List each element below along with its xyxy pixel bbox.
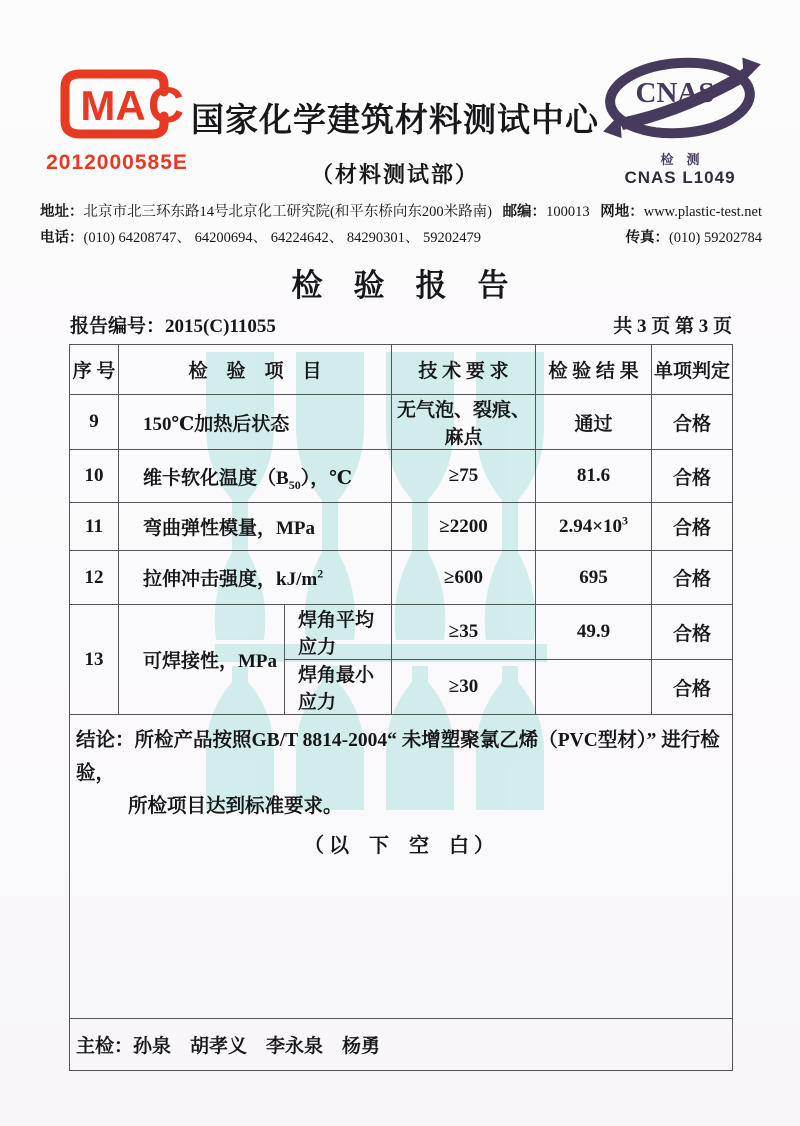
row11-verdict-cell: 合格 — [652, 503, 733, 551]
organization-subtitle: （材料测试部） — [310, 162, 479, 187]
phone — [40, 225, 481, 251]
fax-label: 传真： — [625, 230, 669, 246]
organization-header — [185, 94, 605, 189]
postcode-label: 邮编： — [502, 204, 547, 220]
conclusion-line2: 所检项目达到标准要求。 — [128, 796, 343, 817]
table-row — [70, 503, 733, 551]
header-item: 检 验 项 目 — [119, 345, 392, 395]
row11-item-cell: 弯曲弹性模量，MPa — [119, 503, 392, 551]
address-label: 地址： — [40, 204, 84, 220]
row12-verdict-cell: 合格 — [652, 551, 733, 605]
conclusion-line1-text: 所检产品按照GB/T 8814-2004“ 未增塑聚氯乙烯（PVC型材）” 进行检验， — [76, 730, 720, 784]
test-results-table — [69, 344, 733, 1071]
postcode — [503, 199, 590, 225]
row12-requirement-cell: ≥600 — [392, 551, 536, 605]
inspector-cell — [70, 1019, 733, 1071]
row9-verdict-cell: 合格 — [652, 395, 733, 450]
header-requirement: 技 术 要 求 — [392, 345, 536, 395]
inspector-row — [70, 1019, 733, 1071]
report-number — [70, 311, 276, 338]
cnas-name: CNAS — [635, 77, 715, 109]
postcode-value: 100013 — [546, 204, 590, 220]
row11-result-cell — [536, 503, 652, 551]
header-verdict: 单项判定 — [652, 345, 733, 395]
table-header-row — [70, 345, 733, 395]
cma-icon — [50, 64, 184, 144]
row13b-subitem-cell: 焊角最小应力 — [285, 660, 392, 715]
row11-requirement-cell: ≥2200 — [392, 503, 536, 551]
phone-label: 电话： — [40, 230, 84, 246]
row10-item-sub: 50 — [288, 477, 301, 492]
row12-result-cell: 695 — [536, 551, 652, 605]
row11-result-sup: 3 — [622, 513, 629, 528]
contact-info — [40, 199, 762, 251]
conclusion-label: 结论： — [76, 729, 135, 751]
cnas-mark-block — [594, 56, 766, 188]
report-meta — [70, 311, 732, 338]
row9-result-cell: 通过 — [536, 395, 652, 450]
cma-certificate-number: 2012000585E — [46, 151, 188, 174]
header-no: 序 号 — [70, 345, 119, 395]
phone-value: (010) 64208747、 64200694、 64224642、 84290301、 59202479 — [83, 230, 482, 246]
report-number-label: 报告编号： — [70, 316, 166, 337]
report-title: 检 验 报 告 — [291, 268, 509, 303]
website-label: 网地： — [600, 204, 644, 220]
report-number-value: 2015(C)11055 — [165, 316, 276, 337]
fax — [625, 225, 762, 251]
row9-no-cell: 9 — [70, 395, 119, 450]
row13b-result-cell — [536, 660, 652, 715]
row13-no-cell: 13 — [70, 605, 119, 715]
page-info: 共 3 页 第 3 页 — [613, 316, 732, 337]
row9-requirement-cell: 无气泡、裂痕、麻点 — [392, 395, 536, 450]
row13a-requirement-cell: ≥35 — [392, 605, 536, 660]
cma-c-letter: C — [147, 77, 184, 133]
organization-title: 国家化学建筑材料测试中心 — [191, 103, 599, 139]
website — [600, 199, 762, 225]
cnas-accreditation-code: CNAS L1049 — [624, 168, 736, 187]
cnas-icon — [597, 56, 763, 144]
address — [40, 199, 492, 225]
row13a-verdict-cell: 合格 — [652, 605, 733, 660]
row13a-result-cell: 49.9 — [536, 605, 652, 660]
conclusion-line1 — [76, 724, 722, 790]
address-value: 北京市北三环东路14号北京化工研究院(和平东桥向东200米路南) — [83, 204, 492, 220]
table-row — [70, 395, 733, 450]
row11-no-cell: 11 — [70, 503, 119, 551]
inspector-label: 主检： — [76, 1036, 134, 1057]
conclusion-row — [70, 715, 733, 1019]
contact-row-address — [40, 199, 762, 225]
cma-mark-block — [44, 64, 190, 175]
row10-item-pre: 维卡软化温度（B — [143, 467, 289, 489]
contact-row-phone — [40, 225, 762, 251]
row11-result-pre: 2.94×10 — [558, 515, 623, 537]
inspector-names: 孙泉 胡孝义 李永泉 杨勇 — [133, 1036, 381, 1057]
row10-requirement-cell: ≥75 — [392, 450, 536, 503]
table-row — [70, 605, 733, 660]
cma-letters: MA — [80, 82, 146, 129]
row12-item-pre: 拉伸冲击强度，kJ/m — [143, 569, 318, 590]
row10-result-cell: 81.6 — [536, 450, 652, 503]
table-row — [70, 551, 733, 605]
row12-item-cell — [119, 551, 392, 605]
row13b-requirement-cell: ≥30 — [392, 660, 536, 715]
blank-below-note: （ 以 下 空 白 ） — [304, 835, 494, 857]
cnas-caption: 检 测 — [660, 152, 700, 167]
website-value: www.plastic-test.net — [643, 204, 762, 220]
row12-no-cell: 12 — [70, 551, 119, 605]
row10-item-cell — [119, 450, 392, 503]
table-row — [70, 450, 733, 503]
row9-item-cell: 150℃加热后状态 — [119, 395, 392, 450]
row13b-verdict-cell: 合格 — [652, 660, 733, 715]
row10-item-post: ），℃ — [300, 467, 352, 489]
row12-item-sup: 2 — [317, 566, 324, 581]
row10-verdict-cell: 合格 — [652, 450, 733, 503]
conclusion-cell — [70, 715, 733, 1019]
row13-item-cell: 可焊接性，MPa — [119, 605, 285, 715]
header-result: 检 验 结 果 — [536, 345, 652, 395]
row10-no-cell: 10 — [70, 450, 119, 503]
fax-value: (010) 59202784 — [668, 230, 762, 246]
row13a-subitem-cell: 焊角平均应力 — [285, 605, 392, 660]
